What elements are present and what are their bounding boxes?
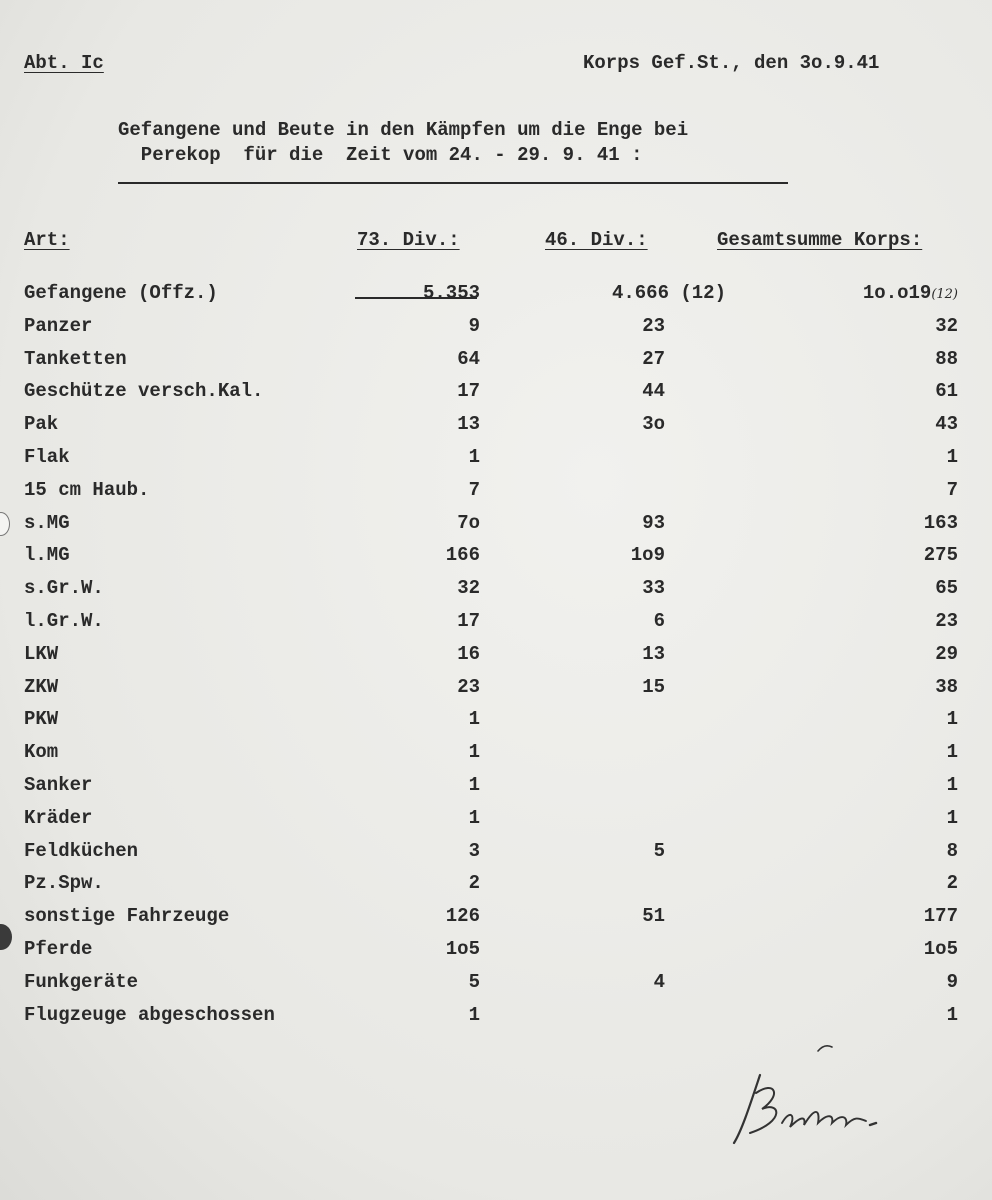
value-gesamt: 1 bbox=[946, 445, 958, 468]
table-row bbox=[0, 608, 992, 641]
column-header-gesamtsumme: Gesamtsumme Korps: bbox=[717, 229, 923, 251]
row-label: ZKW bbox=[24, 675, 59, 698]
value-46-div: 15 bbox=[642, 675, 665, 698]
value-46-div: 6 bbox=[653, 609, 665, 632]
row-label: l.MG bbox=[24, 544, 70, 567]
value-gesamt: 8 bbox=[946, 839, 958, 862]
value-gesamt: 43 bbox=[935, 413, 958, 436]
value-46-div: 4.666 (12) bbox=[611, 282, 726, 304]
value-73-div: 1 bbox=[468, 773, 480, 796]
table-row bbox=[0, 674, 992, 707]
row-label: PKW bbox=[24, 708, 59, 731]
table-row bbox=[0, 542, 992, 575]
row-label: Funkgeräte bbox=[24, 970, 139, 993]
value-73-div: 166 bbox=[445, 544, 480, 567]
value-46-div: 23 bbox=[642, 314, 665, 337]
value-gesamt: 1 bbox=[946, 773, 958, 796]
value-gesamt: 7 bbox=[946, 478, 958, 501]
value-73-div: 32 bbox=[457, 577, 480, 600]
row-label: Kom bbox=[24, 741, 59, 764]
value-gesamt: 1 bbox=[946, 708, 958, 731]
value-46-div: 3o bbox=[642, 413, 665, 436]
table-row bbox=[0, 706, 992, 739]
value-46-div: 93 bbox=[642, 511, 665, 534]
value-gesamt: 61 bbox=[935, 380, 958, 403]
value-gesamt: 2 bbox=[946, 872, 958, 895]
table-row bbox=[0, 838, 992, 871]
value-73-div: 7o bbox=[457, 511, 480, 534]
handwritten-note: (12) bbox=[931, 287, 958, 302]
value-73-div: 1 bbox=[468, 806, 480, 829]
value-73-div: 23 bbox=[457, 675, 480, 698]
table-row bbox=[0, 936, 992, 969]
value-gesamt: 1o5 bbox=[923, 937, 958, 960]
value-gesamt: 88 bbox=[935, 347, 958, 370]
row-label: Kräder bbox=[24, 806, 93, 829]
value-46-div: 1o9 bbox=[630, 544, 665, 567]
row-label: 15 cm Haub. bbox=[24, 478, 150, 501]
value-gesamt bbox=[863, 282, 958, 304]
value-73-div: 2 bbox=[468, 872, 480, 895]
value-73-div: 9 bbox=[468, 314, 480, 337]
value-73-div: 5.353 bbox=[422, 282, 480, 304]
row-label: sonstige Fahrzeuge bbox=[24, 905, 230, 928]
table-row bbox=[0, 411, 992, 444]
value-gesamt: 32 bbox=[935, 314, 958, 337]
value-73-div: 7 bbox=[468, 478, 480, 501]
value-gesamt: 177 bbox=[923, 905, 958, 928]
value-73-div: 1 bbox=[468, 1003, 480, 1026]
value-73-div: 5 bbox=[468, 970, 480, 993]
value-46-div: 27 bbox=[642, 347, 665, 370]
value-46-div: 4 bbox=[653, 970, 665, 993]
table-row bbox=[0, 346, 992, 379]
table-row bbox=[0, 641, 992, 674]
table-row bbox=[0, 903, 992, 936]
title-underline bbox=[118, 182, 788, 184]
row-label: Feldküchen bbox=[24, 839, 139, 862]
table-row bbox=[0, 444, 992, 477]
table-row bbox=[0, 805, 992, 838]
value-73-div: 1 bbox=[468, 741, 480, 764]
table-row bbox=[0, 772, 992, 805]
row-label: Panzer bbox=[24, 314, 93, 337]
row-label: Flugzeuge abgeschossen bbox=[24, 1003, 275, 1026]
title-line-1: Gefangene und Beute in den Kämpfen um die Enge bei bbox=[118, 119, 689, 141]
value-gesamt: 163 bbox=[923, 511, 958, 534]
row-label: Flak bbox=[24, 445, 70, 468]
table-row bbox=[0, 313, 992, 346]
value-46-div: 5 bbox=[653, 839, 665, 862]
row-label: Tanketten bbox=[24, 347, 127, 370]
handwritten-signature bbox=[720, 1035, 910, 1150]
value-46-div: 13 bbox=[642, 642, 665, 665]
row-label: Pz.Spw. bbox=[24, 872, 104, 895]
table-row bbox=[0, 510, 992, 543]
row-label: LKW bbox=[24, 642, 59, 665]
row-label: s.MG bbox=[24, 511, 70, 534]
column-header-art: Art: bbox=[24, 229, 70, 251]
tally-table bbox=[0, 280, 992, 1034]
row-label: Geschütze versch.Kal. bbox=[24, 380, 264, 403]
title-line-2: Perekop für die Zeit vom 24. - 29. 9. 41 : bbox=[118, 144, 643, 166]
row-label: s.Gr.W. bbox=[24, 577, 104, 600]
value-73-div: 13 bbox=[457, 413, 480, 436]
row-label: Pak bbox=[24, 413, 59, 436]
value-46-div: 44 bbox=[642, 380, 665, 403]
value-73-div: 1o5 bbox=[445, 937, 480, 960]
document-title bbox=[118, 118, 688, 168]
value-46-div: 33 bbox=[642, 577, 665, 600]
row-label: l.Gr.W. bbox=[24, 609, 104, 632]
value-73-div: 17 bbox=[457, 380, 480, 403]
value-gesamt: 275 bbox=[923, 544, 958, 567]
value-73-div: 16 bbox=[457, 642, 480, 665]
value-gesamt: 1 bbox=[946, 741, 958, 764]
value-gesamt: 29 bbox=[935, 642, 958, 665]
value-gesamt: 38 bbox=[935, 675, 958, 698]
value-gesamt: 65 bbox=[935, 577, 958, 600]
value-73-div: 126 bbox=[445, 905, 480, 928]
value-gesamt: 9 bbox=[946, 970, 958, 993]
row-label: Sanker bbox=[24, 773, 93, 796]
table-row bbox=[0, 378, 992, 411]
value-73-div: 17 bbox=[457, 609, 480, 632]
value-gesamt: 23 bbox=[935, 609, 958, 632]
table-row bbox=[0, 1002, 992, 1035]
table-row bbox=[0, 575, 992, 608]
location-date: Korps Gef.St., den 3o.9.41 bbox=[583, 52, 880, 74]
table-row bbox=[0, 739, 992, 772]
department-label: Abt. Ic bbox=[24, 52, 104, 74]
value-46-div: 51 bbox=[642, 905, 665, 928]
table-row bbox=[0, 280, 992, 313]
value-gesamt-number: 1o.o19 bbox=[862, 282, 932, 304]
value-gesamt: 1 bbox=[946, 806, 958, 829]
column-header-46-div: 46. Div.: bbox=[545, 229, 648, 251]
value-73-div: 3 bbox=[468, 839, 480, 862]
table-row bbox=[0, 870, 992, 903]
value-73-div: 1 bbox=[468, 445, 480, 468]
value-73-div: 1 bbox=[468, 708, 480, 731]
row-label: Pferde bbox=[24, 937, 93, 960]
column-header-73-div: 73. Div.: bbox=[357, 229, 460, 251]
row-label: Gefangene (Offz.) bbox=[24, 282, 218, 304]
value-73-div: 64 bbox=[457, 347, 480, 370]
value-gesamt: 1 bbox=[946, 1003, 958, 1026]
table-row bbox=[0, 477, 992, 510]
table-row bbox=[0, 969, 992, 1002]
